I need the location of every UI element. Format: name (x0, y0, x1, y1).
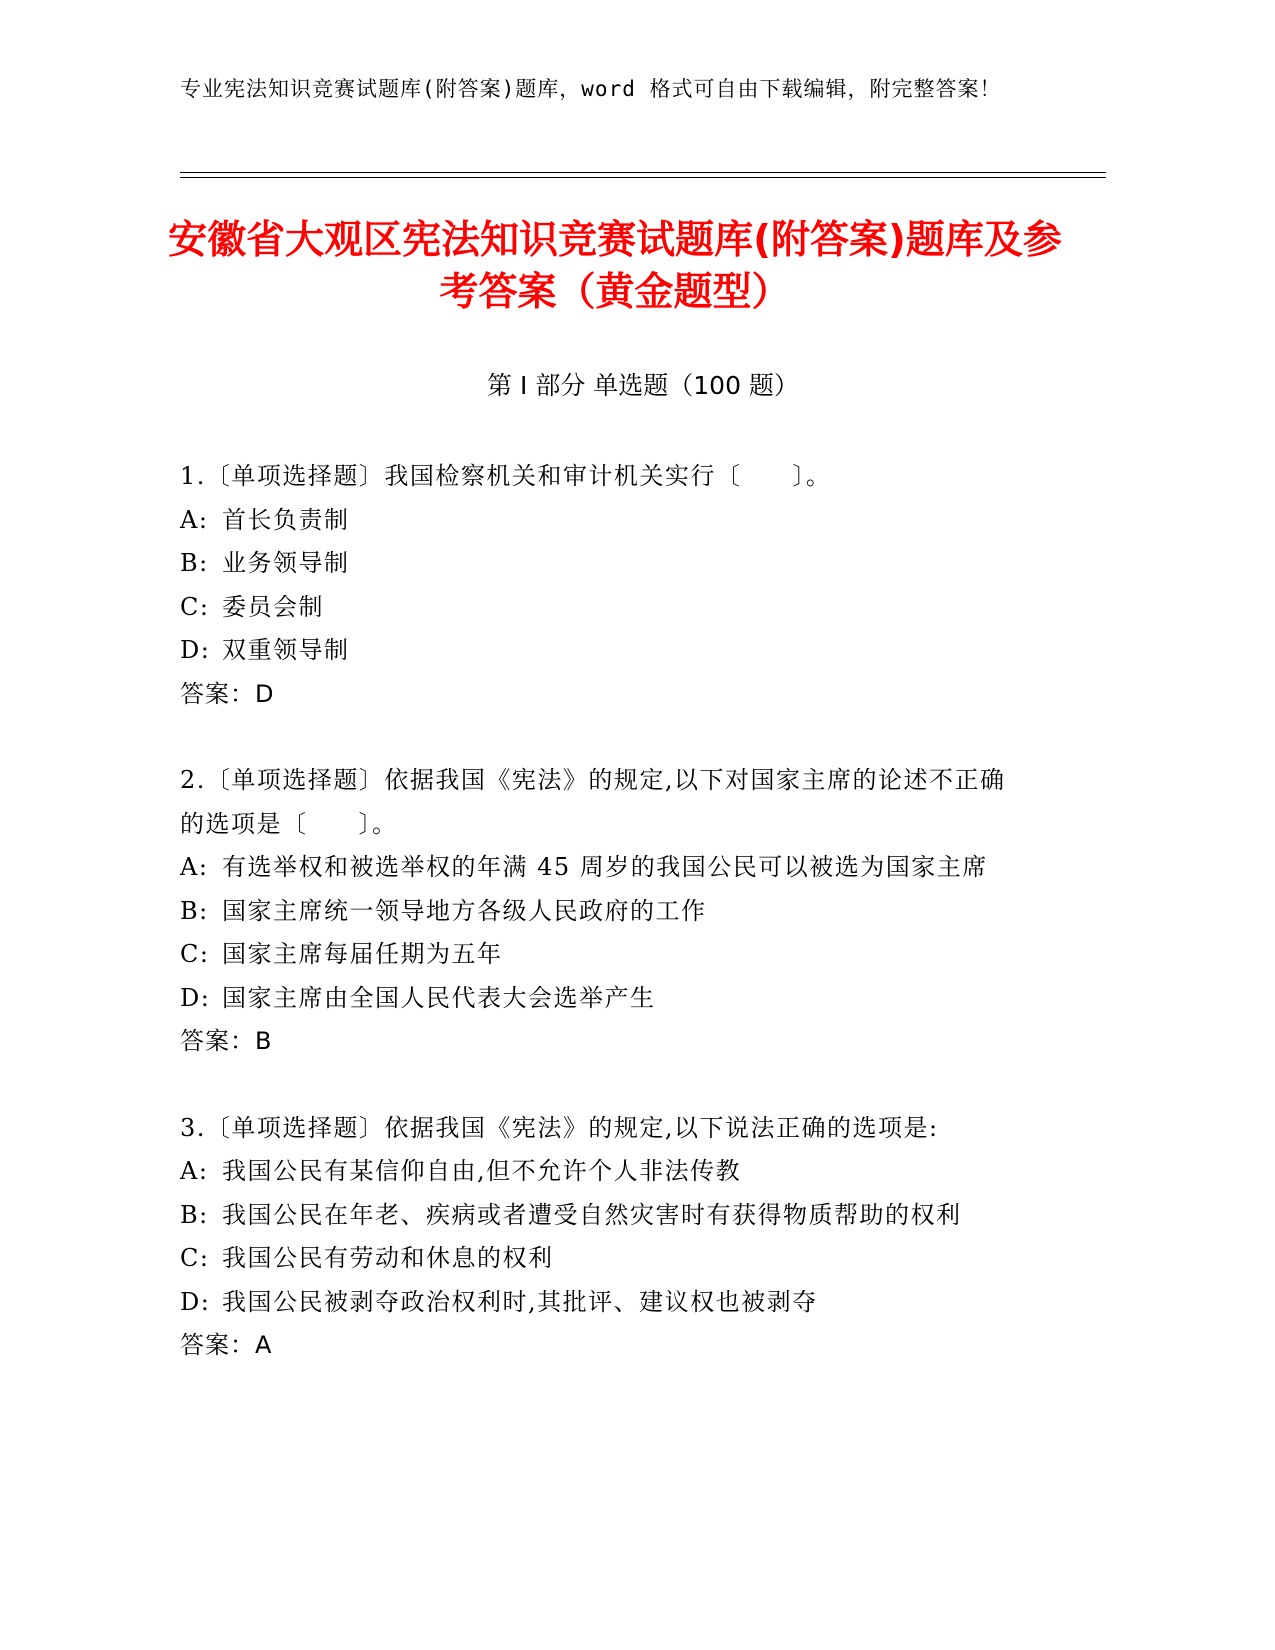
header-note: 专业宪法知识竞赛试题库(附答案)题库，word 格式可自由下载编辑，附完整答案！ (180, 77, 1002, 101)
option-letter: D: (180, 983, 211, 1012)
option-d (180, 977, 1030, 1021)
option-b (180, 542, 1030, 586)
header-divider-top (180, 172, 1106, 173)
option-text: 有选举权和被选举权的年满 45 周岁的我国公民可以被选为国家主席 (222, 853, 988, 881)
answer-line: 答案：D (180, 679, 275, 708)
option-text: 委员会制 (222, 592, 324, 621)
option-a (180, 846, 1030, 890)
option-text: 我国公民有某信仰自由,但不允许个人非法传教 (222, 1157, 742, 1185)
option-text: 双重领导制 (222, 636, 350, 664)
option-text: 我国公民有劳动和休息的权利 (222, 1244, 554, 1272)
option-a (180, 499, 1030, 543)
option-c (180, 586, 1030, 630)
option-a (180, 1150, 1030, 1194)
section-heading: 第 I 部分 单选题（100 题） (487, 371, 799, 400)
option-b (180, 890, 1030, 934)
option-letter: C: (180, 940, 210, 968)
option-c (180, 933, 1030, 977)
option-text: 我国公民在年老、疾病或者遭受自然灾害时有获得物质帮助的权利 (222, 1200, 962, 1229)
option-text: 国家主席统一领导地方各级人民政府的工作 (222, 896, 707, 925)
option-c (180, 1237, 1030, 1281)
option-letter: A: (180, 1157, 209, 1185)
option-letter: D: (180, 1287, 211, 1316)
option-d (180, 1281, 1030, 1325)
question-item (180, 1107, 1030, 1368)
option-letter: B: (180, 549, 209, 577)
option-letter: D: (180, 636, 211, 664)
answer-line: 答案：B (180, 1027, 273, 1055)
header-divider-bottom (180, 177, 1106, 178)
option-text: 首长负责制 (222, 505, 350, 534)
option-text: 国家主席由全国人民代表大会选举产生 (222, 983, 656, 1012)
option-letter: B: (180, 1200, 209, 1229)
document-title: 安徽省大观区宪法知识竞赛试题库(附答案)题库及参考答案（黄金题型） (168, 218, 1062, 315)
option-letter: A: (180, 505, 209, 534)
option-letter: C: (180, 1244, 210, 1272)
answer-line: 答案：A (180, 1331, 273, 1359)
question-item (180, 759, 1030, 1064)
option-d (180, 629, 1030, 673)
question-stem: 2.〔单项选择题〕依据我国《宪法》的规定,以下对国家主席的论述不正确的选项是〔 〕。 (180, 766, 1006, 838)
option-letter: B: (180, 896, 209, 925)
question-stem: 3.〔单项选择题〕依据我国《宪法》的规定,以下说法正确的选项是: (180, 1113, 939, 1142)
question-stem: 1.〔单项选择题〕我国检察机关和审计机关实行〔 〕。 (180, 462, 832, 490)
option-text: 我国公民被剥夺政治权利时,其批评、建议权也被剥夺 (222, 1287, 818, 1316)
option-letter: A: (180, 853, 209, 881)
question-list (180, 455, 1030, 1368)
option-b (180, 1194, 1030, 1238)
option-letter: C: (180, 592, 210, 621)
question-item (180, 455, 1030, 716)
option-text: 国家主席每届任期为五年 (222, 940, 503, 968)
option-text: 业务领导制 (222, 549, 350, 577)
